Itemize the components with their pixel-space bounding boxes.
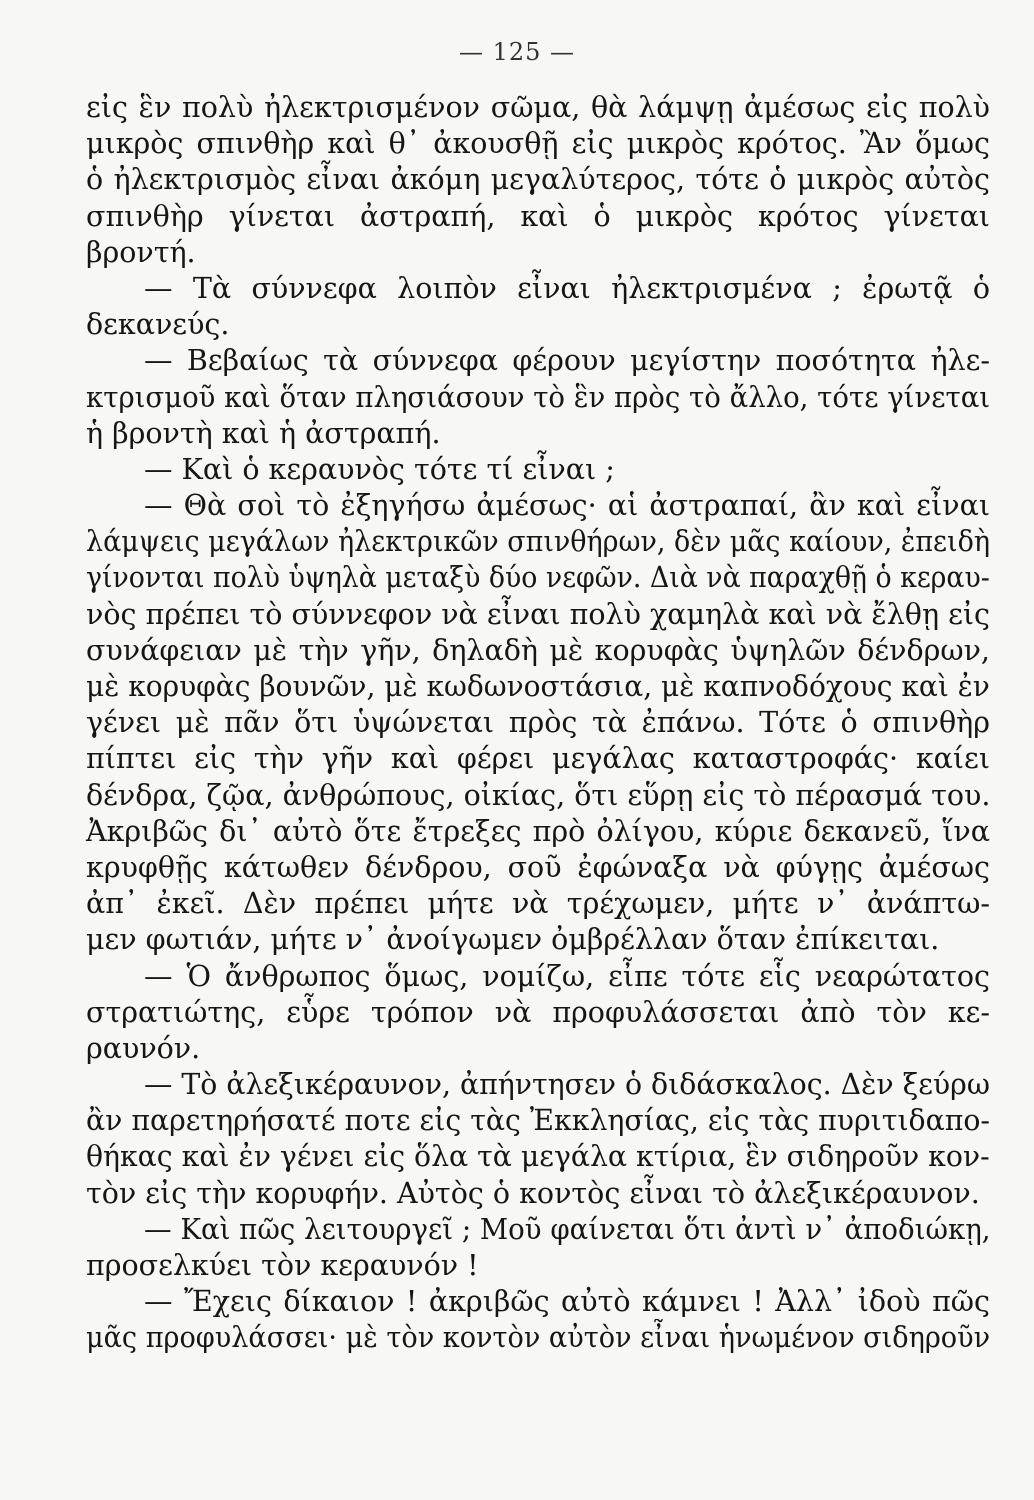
- text-line-content: σπινθὴρ γίνεται ἀστραπή, καὶ ὁ μικρὸς κρότος γίνεται: [86, 199, 990, 233]
- text-line: [86, 741, 990, 777]
- text-line: [86, 488, 990, 524]
- text-line: [86, 271, 990, 307]
- text-line-content: — Τὸ ἀλεξικέραυνον, ἀπήντησεν ὁ διδάσκαλος. Δὲν ξεύρω: [144, 1068, 990, 1102]
- text-line-content: μικρὸς σπινθὴρ καὶ θ᾽ ἀκουσθῇ εἰς μικρὸς κρότος. Ἂν ὅμως: [86, 127, 990, 161]
- text-line: [86, 814, 990, 850]
- text-line-content: γίνονται πολὺ ὑψηλὰ μεταξὺ δύο νεφῶν. Διὰ νὰ παραχθῇ ὁ κεραυ-: [86, 561, 990, 595]
- text-line-content: ραυνόν.: [86, 1031, 201, 1065]
- text-line: [86, 343, 990, 379]
- text-line: [86, 126, 990, 162]
- text-line: [86, 307, 990, 343]
- text-line-content: θήκας καὶ ἐν γένει εἰς ὅλα τὰ μεγάλα κτίρια, ἓν σιδηροῦν κον-: [86, 1140, 990, 1174]
- text-line: [86, 560, 990, 596]
- text-line: [86, 597, 990, 633]
- text-line: [86, 1031, 990, 1067]
- text-line-content: γένει μὲ πᾶν ὅτι ὑψώνεται πρὸς τὰ ἐπάνω. Τότε ὁ σπινθὴρ: [86, 706, 990, 740]
- text-line-content: ὁ ἠλεκτρισμὸς εἶναι ἀκόμη μεγαλύτερος, τότε ὁ μικρὸς αὐτὸς: [86, 163, 990, 197]
- text-line-content: ἡ βροντὴ καὶ ἡ ἀστραπή.: [86, 416, 441, 450]
- text-line-content: κρυφθῇς κάτωθεν δένδρου, σοῦ ἐφώναξα νὰ φύγῃς ἀμέσως: [86, 850, 990, 884]
- text-line: [86, 1067, 990, 1103]
- body-text: [86, 90, 990, 1357]
- text-line-content: στρατιώτης, εὗρε τρόπον νὰ προφυλάσσεται ἀπὸ τὸν κε-: [86, 995, 990, 1029]
- text-line: [86, 524, 990, 560]
- text-line-content: — Καὶ πῶς λειτουργεῖ ; Μοῦ φαίνεται ὅτι ἀντὶ ν᾽ ἀποδιώκῃ,: [144, 1212, 991, 1246]
- text-line-content: — Βεβαίως τὰ σύννεφα φέρουν μεγίστην ποσότητα ἠλε-: [144, 344, 990, 378]
- page-number: — 125 —: [458, 38, 576, 66]
- text-line: [86, 90, 990, 126]
- text-line-content: πίπτει εἰς τὴν γῆν καὶ φέρει μεγάλας καταστροφάς· καίει: [86, 742, 990, 776]
- text-line-content: νὸς πρέπει τὸ σύννεφον νὰ εἶναι πολὺ χαμηλὰ καὶ νὰ ἔλθῃ εἰς: [86, 597, 990, 631]
- text-line: [86, 380, 990, 416]
- text-line: [86, 922, 990, 958]
- text-line: [86, 633, 990, 669]
- text-line-content: προσελκύει τὸν κεραυνόν !: [86, 1249, 479, 1282]
- text-line: [86, 1103, 990, 1139]
- text-line: [86, 235, 990, 271]
- text-line-content: μεν φωτιάν, μήτε ν᾽ ἀνοίγωμεν ὀμβρέλλαν ὅταν ἐπίκειται.: [86, 923, 940, 957]
- text-line: [86, 162, 990, 198]
- text-line: [86, 199, 990, 235]
- text-line-content: μᾶς προφυλάσσει· μὲ τὸν κοντὸν αὐτὸν εἶναι ἡνωμένον σιδηροῦν: [86, 1321, 991, 1355]
- text-line: [86, 959, 990, 995]
- text-line: [86, 1212, 990, 1248]
- text-line-content: — Θὰ σοὶ τὸ ἐξηγήσω ἀμέσως· αἱ ἀστραπαί, ἂν καὶ εἶναι: [144, 489, 990, 523]
- text-line: [86, 1320, 990, 1356]
- text-line-content: — Τὰ σύννεφα λοιπὸν εἶναι ἠλεκτρισμένα ; ἐρωτᾷ ὁ: [144, 271, 990, 305]
- text-line: [86, 1176, 990, 1212]
- text-line: [86, 850, 990, 886]
- text-line: [86, 452, 990, 488]
- text-line-content: — Ὁ ἄνθρωπος ὅμως, νομίζω, εἶπε τότε εἷς νεαρώτατος: [144, 959, 990, 993]
- text-line-content: τὸν εἰς τὴν κορυφήν. Αὐτὸς ὁ κοντὸς εἶναι τὸ ἀλεξικέραυνον.: [86, 1176, 980, 1210]
- text-line-content: δένδρα, ζῷα, ἀνθρώπους, οἰκίας, ὅτι εὕρῃ εἰς τὸ πέρασμά του.: [86, 778, 991, 812]
- text-line: [86, 778, 990, 814]
- text-line: [86, 705, 990, 741]
- text-line-content: εἰς ἓν πολὺ ἠλεκτρισμένον σῶμα, θὰ λάμψῃ ἀμέσως εἰς πολὺ: [86, 91, 990, 124]
- text-line-content: δεκανεύς.: [86, 308, 230, 342]
- text-line-content: ἀπ᾽ ἐκεῖ. Δὲν πρέπει μήτε νὰ τρέχωμεν, μήτε ν᾽ ἀνάπτω-: [86, 887, 990, 921]
- text-line-content: — Ἔχεις δίκαιον ! ἀκριβῶς αὐτὸ κάμνει ! Ἀλλ᾽ ἰδοὺ πῶς: [144, 1285, 990, 1319]
- text-line: [86, 1248, 990, 1284]
- text-line: [86, 669, 990, 705]
- text-line: [86, 886, 990, 922]
- text-line: [86, 416, 990, 452]
- text-line: [86, 1139, 990, 1175]
- text-line-content: λάμψεις μεγάλων ἠλεκτρικῶν σπινθήρων, δὲν μᾶς καίουν, ἐπειδὴ: [86, 525, 990, 559]
- text-line-content: μὲ κορυφὰς βουνῶν, μὲ κωδωνοστάσια, μὲ καπνοδόχους καὶ ἐν: [86, 670, 990, 703]
- text-line-content: συνάφειαν μὲ τὴν γῆν, δηλαδὴ μὲ κορυφὰς ὑψηλῶν δένδρων,: [86, 633, 990, 667]
- text-line: [86, 1284, 990, 1320]
- text-line: [86, 995, 990, 1031]
- text-line-content: βροντή.: [86, 235, 196, 269]
- text-line-content: Ἀκριβῶς δι᾽ αὐτὸ ὅτε ἔτρεξες πρὸ ὀλίγου, κύριε δεκανεῦ, ἵνα: [86, 814, 990, 848]
- text-line-content: κτρισμοῦ καὶ ὅταν πλησιάσουν τὸ ἓν πρὸς τὸ ἄλλο, τότε γίνεται: [86, 380, 991, 414]
- text-line-content: ἂν παρετηρήσατέ ποτε εἰς τὰς Ἐκκλησίας, εἰς τὰς πυριτιδαπο-: [86, 1104, 990, 1138]
- text-line-content: — Καὶ ὁ κεραυνὸς τότε τί εἶναι ;: [144, 452, 615, 486]
